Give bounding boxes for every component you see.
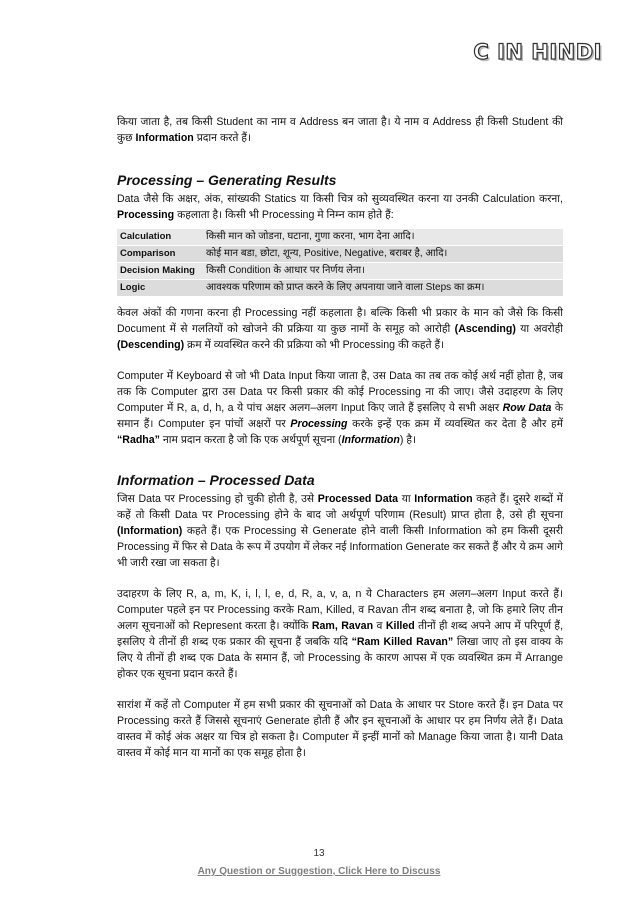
processing-definitions-table [117, 229, 563, 297]
text-run: केवल अंकों की गणना करना ही Processing नहीं कहलाता है। बल्कि किसी भी प्रकार के मान को जैसे कि किसी Document में से गलतियों को खोजने की प्रक्रिया या कुछ नामों के समूह को आरोही [117, 307, 563, 335]
text-run: Data जैसे कि अक्षर, अंक, सांख्यकी Statics या किसी चित्र को सुव्यवस्थित करना या उनकी Calculation करना, [117, 193, 563, 205]
page-header-title: C IN HINDI [473, 40, 602, 64]
table-row [117, 280, 563, 297]
text-run: प्रदान करते हैं। [193, 132, 252, 144]
table-description: किसी Condition के आधार पर निर्णय लेना। [203, 263, 563, 280]
table-row [117, 229, 563, 246]
table-term: Decision Making [117, 263, 203, 280]
processing-paragraph-3 [117, 368, 563, 448]
table-term: Logic [117, 280, 203, 297]
discussion-link[interactable]: Any Question or Suggestion, Click Here to Discuss [197, 866, 441, 877]
table-description: कोई मान बडा, छोटा, शून्य, Positive, Negative, बराबर है, आदि। [203, 246, 563, 263]
text-run: व [373, 620, 386, 632]
bold-italic-term: Processing [290, 418, 348, 430]
table-term: Calculation [117, 229, 203, 246]
information-paragraph-3: सारांश में कहें तो Computer में हम सभी प्रकार की सूचनाओं को Data के आधार पर Store करते हैं। इन Data पर Processing करते हैं जिससे सूचनाएं Generate होती हैं और इन सूचनाओं के आधार पर हम निर्णय लेते हैं। Data वास्तव में कोई अंक अक्षर या चित्र हो सकता है। Computer में इन्हीं मानों को Manage किया जाता है। यानी Data वास्तव में कोई मान या मानों का एक समूह होता है। [117, 699, 563, 759]
bold-term: Processed Data [317, 493, 399, 505]
text-run: या अवरोही [515, 323, 563, 335]
bold-term: (Descending) [117, 339, 185, 351]
table-row [117, 246, 563, 263]
text-run: क्रम में व्यवस्थित करने की प्रक्रिया को भी Processing की कहते हैं। [184, 339, 445, 351]
text-run: तीनों ही शब्द अपने आप में परिपूर्ण हैं, इसलिए ये तीनों ही शब्द एक प्रकार की सूचना हैं जबकि यदि [117, 620, 564, 648]
information-paragraph-2 [117, 586, 563, 682]
page-number: 13 [313, 848, 325, 859]
bold-term: Information [414, 493, 473, 505]
text-run: कहलाता है। किसी भी Processing मे निम्न काम होते हैं: [174, 209, 394, 221]
intro-paragraph [117, 114, 563, 146]
text-run: जिस Data पर Processing हो चुकी होती है, उसे [117, 493, 318, 505]
bold-term: Processing [117, 209, 175, 221]
bold-term: Information [135, 132, 194, 144]
text-run: कहते हैं। दूसरे शब्दों में कहें तो किसी Data पर Processing होने के बाद जो अर्थपूर्ण परिणाम (Result) प्राप्त होता है, उसे ही सूचना [117, 493, 563, 521]
text-run: Computer में Keyboard से जो भी Data Input किया जाता है, उस Data का तब तक कोई अर्थ नहीं होता है, जब तक कि Computer द्वारा उस Data पर किसी प्रकार की कोई Processing ना की जाए। जैसे उदाहरण के लिए Computer में R, a, d, h, a ये पांच अक्षर अलग–अलग Input किए जाते हैं इसलिए ये सभी अक्षर [117, 370, 563, 414]
text-run: कहते हैं। एक Processing से Generate होने वाली किसी Information को हम किसी दूसरी Processing में फिर से Data के रूप में उपयोग में लेकर नई Information Generate कर सकते हैं और ये क्रम आगे भी जारी रखा जा सकता है। [117, 525, 563, 569]
bold-term: “Radha” [117, 434, 160, 446]
bold-term: “Ram Killed Ravan” [351, 636, 454, 648]
processing-paragraph-2 [117, 305, 563, 353]
processing-paragraph-1 [117, 191, 563, 223]
text-run: करके इन्हें एक क्रम में व्यवस्थित कर देता है और हमें [347, 418, 563, 430]
text-run: लिखा जाए तो इस वाक्य के लिए ये तीनों ही शब्द एक Data के समान हैं, जो Processing के कारण आपस में एक व्यवस्थित क्रम में Arrange होकर एक सूचना प्रदान करते हैं। [117, 636, 563, 680]
information-paragraph-1 [117, 491, 563, 571]
bold-term: Ram, Ravan [311, 620, 374, 632]
bold-term: (Information) [117, 525, 183, 537]
section-heading-information: Information – Processed Data [117, 472, 315, 488]
table-description: आवश्यक परिणाम को प्राप्त करने के लिए अपनाया जाने वाला Steps का क्रम। [203, 280, 563, 297]
bold-italic-term: Information [341, 434, 400, 446]
text-run: किया जाता है, तब किसी Student का नाम व Address बन जाता है। ये नाम व Address ही किसी Student की कुछ [117, 116, 563, 144]
text-run: ) है। [399, 434, 416, 446]
bold-term: Killed [385, 620, 415, 632]
section-heading-processing: Processing – Generating Results [117, 172, 337, 188]
table-row [117, 263, 563, 280]
page-content [117, 114, 563, 776]
text-run: के समान हैं। Computer इन पांचों अक्षरों पर [117, 402, 563, 430]
bold-italic-term: Row Data [502, 402, 552, 414]
text-run: उदाहरण के लिए R, a, m, K, i, l, l, e, d, R, a, v, a, n ये Characters हम अलग–अलग Input करते हैं। Computer पहले इन पर Processing करके Ram, Killed, व Ravan तीन शब्द बनाता है, जो कि हमारे लिए तीन अलग सूचनाओं को Represent करता है। क्योंकि [117, 588, 563, 632]
text-run: नाम प्रदान करता है जो कि एक अर्थपूर्ण सूचना ( [159, 434, 342, 446]
bold-term: (Ascending) [454, 323, 516, 335]
table-term: Comparison [117, 246, 203, 263]
text-run: या [398, 493, 415, 505]
table-description: किसी मान को जोडना, घटाना, गुणा करना, भाग देना आदि। [203, 229, 563, 246]
